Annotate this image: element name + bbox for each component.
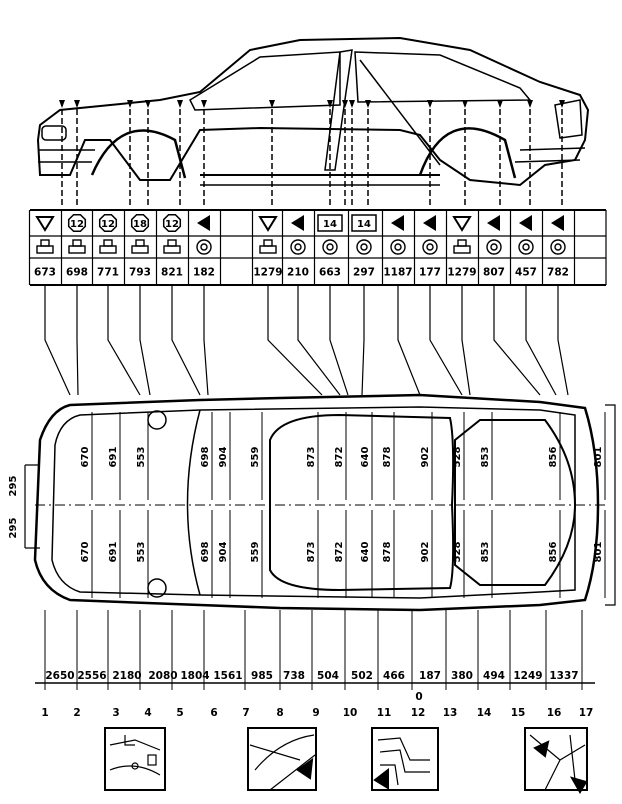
ring-icon: [423, 240, 437, 254]
longitudinal-dim-label: 187: [419, 670, 441, 682]
side-marker-arrow: [462, 100, 468, 108]
taillight: [555, 100, 582, 138]
longitudinal-dim-label: 504: [317, 670, 339, 682]
clamp-icon: [454, 240, 470, 253]
plan-cabin-opening: [270, 415, 453, 590]
ring-icon: [357, 240, 371, 254]
width-dim-label-bottom: 872: [334, 541, 345, 563]
height-value: 210: [287, 266, 309, 279]
side-marker-arrow: [59, 100, 65, 108]
width-dim-label-bottom: 691: [108, 541, 119, 563]
connector-line: [430, 285, 462, 395]
width-dim-label-bottom: 698: [200, 541, 211, 563]
height-value: 663: [319, 266, 341, 279]
width-dim-label-top: 872: [334, 446, 345, 468]
point-number: 7: [242, 707, 250, 719]
connector-lines: [45, 285, 568, 395]
left-triangle-icon: [291, 215, 304, 231]
width-dim-label-bottom: 904: [218, 541, 229, 563]
symbol-cell: [454, 217, 470, 230]
height-value: 793: [129, 266, 151, 279]
point-number: 12: [410, 707, 426, 719]
connector-line: [494, 285, 540, 395]
detail-inset-16: [525, 728, 587, 792]
symbol-cell: [391, 215, 404, 231]
point-number: 9: [312, 707, 320, 719]
plan-inner-outline: [52, 407, 575, 598]
height-value: 1187: [383, 266, 413, 279]
height-value: 698: [66, 266, 88, 279]
longitudinal-dim-label: 2180: [112, 670, 142, 682]
height-value: 182: [193, 266, 215, 279]
point-number: 17: [578, 707, 594, 719]
side-marker-arrow: [327, 100, 333, 108]
detail-insets: [105, 728, 587, 792]
front-width-label: 295: [8, 517, 19, 539]
ring-icon: [197, 240, 211, 254]
width-dim-label-bottom: 902: [420, 541, 431, 563]
side-c-pillar: [360, 60, 440, 165]
point-number: 11: [376, 707, 392, 719]
height-value: 673: [34, 266, 56, 279]
ring-icon: [519, 240, 533, 254]
longitudinal-dim-label: 2080: [148, 670, 178, 682]
longitudinal-dim-label: 1804: [180, 670, 210, 682]
side-b-pillar: [325, 50, 352, 170]
height-value: 782: [547, 266, 569, 279]
connector-line: [558, 285, 568, 395]
width-dim-label-top: 873: [306, 446, 317, 468]
connector-line: [45, 285, 70, 395]
width-dim-label-top: 856: [548, 446, 559, 468]
longitudinal-dim-label: 466: [383, 670, 405, 682]
connector-line: [462, 285, 470, 395]
symbol-cell: [352, 215, 376, 231]
left-triangle-icon: [197, 215, 210, 231]
longitudinal-dim-label: 1561: [213, 670, 243, 682]
side-marker-arrow: [365, 100, 371, 108]
connector-line: [172, 285, 200, 395]
detail-inset-5: [105, 728, 165, 790]
longitudinal-dim-label: 2556: [77, 670, 107, 682]
zero-reference-label: 0: [415, 691, 423, 703]
side-marker-arrow: [342, 100, 348, 108]
point-number: 16: [546, 707, 562, 719]
car-plan-view: [25, 395, 615, 610]
point-number: 10: [342, 707, 358, 719]
longitudinal-dim-label: 2650: [45, 670, 75, 682]
symbol-cell: [100, 215, 117, 232]
front-bumper: [38, 150, 95, 162]
width-dim-label-top: 878: [382, 446, 393, 468]
width-dim-label-top: 559: [250, 446, 261, 468]
width-dim-label-bottom: 640: [360, 541, 371, 563]
symbol-cell: [519, 215, 532, 231]
clamp-icon: [260, 240, 276, 253]
detail-inset-12: [372, 728, 438, 790]
symbol-cell: [132, 215, 149, 232]
point-number: 6: [210, 707, 218, 719]
box-label: 14: [323, 219, 337, 230]
point-number: 8: [276, 707, 284, 719]
connector-line: [268, 285, 322, 395]
width-dim-label-top: 853: [480, 446, 491, 468]
plan-windscreen: [188, 410, 201, 595]
connector-line: [140, 285, 150, 395]
down-triangle-icon: [454, 217, 470, 230]
height-value: 807: [483, 266, 505, 279]
connector-line: [298, 285, 340, 395]
clamp-icon: [100, 240, 116, 253]
left-triangle-icon: [423, 215, 436, 231]
symbol-cell: [551, 215, 564, 231]
width-dim-label-bottom: 801: [593, 541, 604, 563]
longitudinal-dim-label: 1249: [513, 670, 543, 682]
octagon-label: 12: [165, 219, 179, 230]
left-triangle-icon: [487, 215, 500, 231]
width-dim-label-top: 801: [593, 446, 604, 468]
symbol-cell: [37, 217, 53, 230]
left-triangle-icon: [519, 215, 532, 231]
longitudinal-dim-label: 985: [251, 670, 273, 682]
point-number-row: [41, 707, 593, 719]
symbol-cell: [164, 215, 181, 232]
box-label: 14: [357, 219, 371, 230]
left-triangle-icon: [551, 215, 564, 231]
width-dim-label-bottom: 528: [452, 541, 463, 563]
octagon-label: 12: [70, 219, 84, 230]
left-triangle-icon: [391, 215, 404, 231]
side-marker-arrow: [201, 100, 207, 108]
side-roofline: [38, 38, 588, 185]
side-marker-arrow: [177, 100, 183, 108]
point-number: 5: [176, 707, 184, 719]
height-value: 297: [353, 266, 375, 279]
symbol-cell: [487, 215, 500, 231]
width-dim-label-top: 691: [108, 446, 119, 468]
side-marker-arrow: [427, 100, 433, 108]
ring-icon: [323, 240, 337, 254]
point-number: 3: [112, 707, 120, 719]
symbol-cell: [318, 215, 342, 231]
measurement-table: [30, 210, 607, 285]
side-marker-arrow: [349, 100, 355, 108]
width-dim-label-top: 904: [218, 446, 229, 468]
side-marker-arrow: [527, 100, 533, 108]
symbol-cell: [197, 215, 210, 231]
detail-inset-8: [248, 728, 316, 790]
height-value: 821: [161, 266, 183, 279]
width-dim-label-bottom: 856: [548, 541, 559, 563]
connector-line: [108, 285, 140, 395]
clamp-icon: [164, 240, 180, 253]
height-value: 457: [515, 266, 537, 279]
clamp-icon: [69, 240, 85, 253]
longitudinal-dim-label: 738: [283, 670, 305, 682]
longitudinal-dim-label: 1337: [549, 670, 579, 682]
front-wheel-arch: [92, 131, 185, 178]
point-number: 1: [41, 707, 49, 719]
connector-line: [204, 285, 208, 395]
width-dim-label-top: 670: [80, 446, 91, 468]
width-dim-label-bottom: 873: [306, 541, 317, 563]
width-dim-label-top: 528: [452, 446, 463, 468]
down-triangle-icon: [37, 217, 53, 230]
clamp-icon: [37, 240, 53, 253]
width-dim-label-bottom: 853: [480, 541, 491, 563]
width-dim-label-bottom: 559: [250, 541, 261, 563]
symbol-cell: [423, 215, 436, 231]
height-value: 1279: [447, 266, 477, 279]
symbol-cell: [291, 215, 304, 231]
width-dim-label-top: 698: [200, 446, 211, 468]
connector-line: [362, 285, 364, 395]
ring-icon: [291, 240, 305, 254]
point-number: 4: [144, 707, 152, 719]
rear-width-bracket: [605, 405, 615, 605]
width-dim-label-bottom: 553: [136, 541, 147, 563]
symbol-cell: [260, 217, 276, 230]
width-dim-label-top: 902: [420, 446, 431, 468]
height-value: 1279: [253, 266, 283, 279]
side-marker-arrow: [145, 100, 151, 108]
side-rear-window-line: [355, 52, 530, 102]
front-strut-top-left: [148, 411, 166, 429]
side-marker-arrow: [74, 100, 80, 108]
ring-icon: [391, 240, 405, 254]
side-marker-arrow: [497, 100, 503, 108]
connector-line: [77, 285, 78, 395]
longitudinal-dim-label: 494: [483, 670, 505, 682]
point-number: 14: [476, 707, 492, 719]
plan-outer-outline: [35, 395, 598, 610]
width-dim-label-bottom: 878: [382, 541, 393, 563]
longitudinal-dim-label: 502: [351, 670, 373, 682]
front-width-label: 295: [8, 475, 19, 497]
octagon-label: 12: [101, 219, 115, 230]
longitudinal-dimensions: [35, 610, 595, 703]
height-value: 177: [419, 266, 441, 279]
point-number: 15: [510, 707, 526, 719]
ring-icon: [551, 240, 565, 254]
connector-line: [526, 285, 556, 395]
car-side-view: [38, 38, 588, 185]
octagon-label: 18: [133, 219, 147, 230]
width-dim-label-top: 553: [136, 446, 147, 468]
ring-icon: [487, 240, 501, 254]
rear-bumper: [515, 148, 585, 162]
longitudinal-dim-label: 380: [451, 670, 473, 682]
width-dim-label-bottom: 670: [80, 541, 91, 563]
point-number: 13: [442, 707, 458, 719]
point-number: 2: [73, 707, 81, 719]
side-view-markers: [59, 100, 565, 205]
height-value: 771: [97, 266, 119, 279]
symbol-cell: [69, 215, 86, 232]
connector-line: [398, 285, 420, 395]
connector-line: [330, 285, 348, 395]
down-triangle-icon: [260, 217, 276, 230]
width-dim-label-top: 640: [360, 446, 371, 468]
clamp-icon: [132, 240, 148, 253]
